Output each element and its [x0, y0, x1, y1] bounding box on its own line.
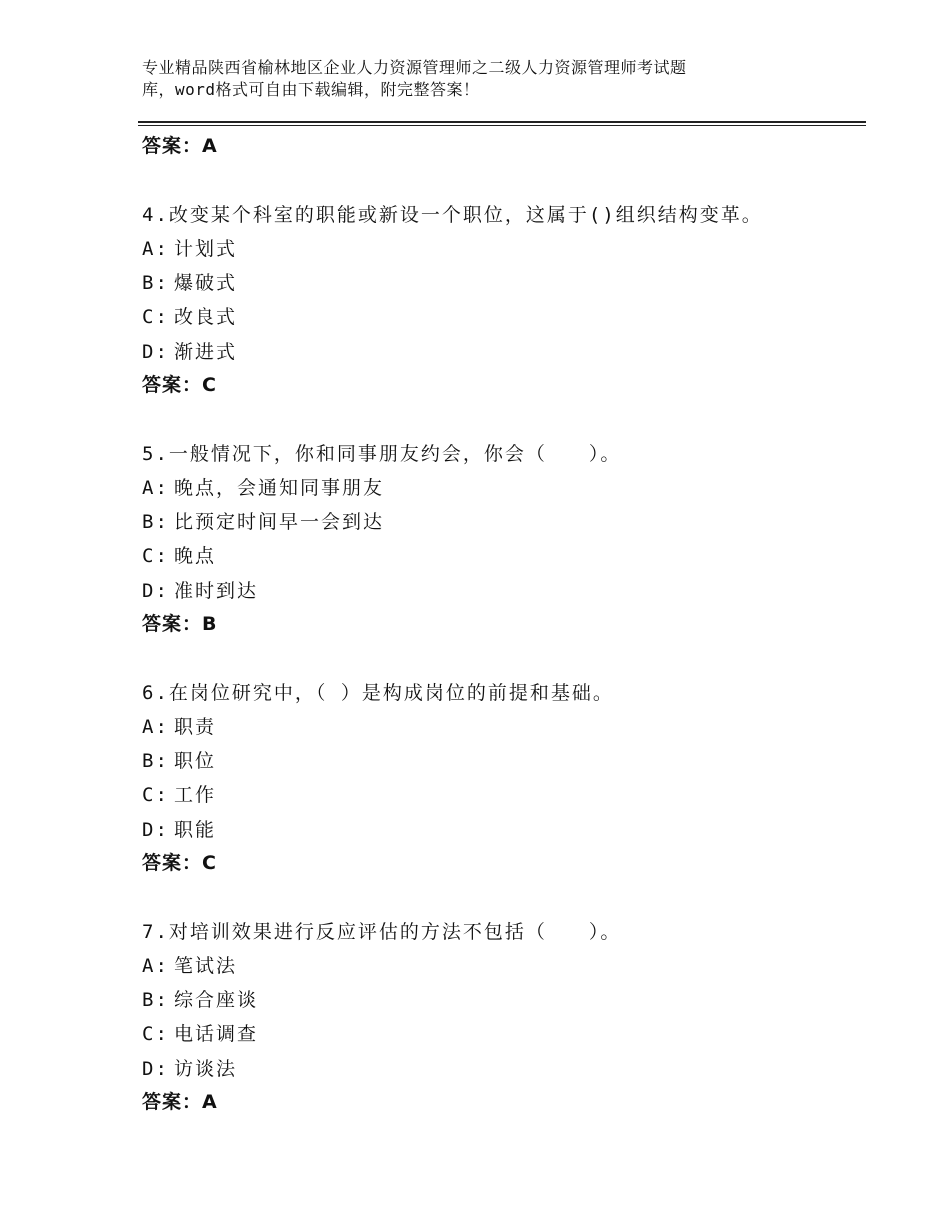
header-line-2: 库，word格式可自由下载编辑，附完整答案！ [142, 80, 480, 99]
option-text: 职责 [174, 716, 217, 738]
option-d [142, 815, 216, 842]
option-text: 晚点，会通知同事朋友 [174, 477, 385, 499]
option-text: 计划式 [174, 238, 238, 260]
option-text: 职能 [174, 819, 217, 841]
option-text: 工作 [174, 784, 217, 806]
option-c [142, 541, 216, 568]
question-text: 4.改变某个科室的职能或新设一个职位，这属于()组织结构变革。 [142, 204, 763, 226]
header-divider [138, 121, 866, 123]
option-a [142, 712, 216, 739]
document-header [142, 57, 782, 101]
option-label: C: [142, 306, 169, 328]
option-text: 电话调查 [174, 1023, 259, 1045]
option-b [142, 268, 237, 295]
option-c [142, 1019, 258, 1046]
option-label: A: [142, 955, 169, 977]
option-d [142, 576, 258, 603]
option-a [142, 234, 237, 261]
header-line-1: 专业精品陕西省榆林地区企业人力资源管理师之二级人力资源管理师考试题 [142, 58, 687, 77]
option-text: 比预定时间早一会到达 [174, 511, 385, 533]
option-label: A: [142, 477, 169, 499]
option-label: C: [142, 545, 169, 567]
option-c [142, 780, 216, 807]
question-text: 5.一般情况下，你和同事朋友约会，你会（ ）。 [142, 443, 622, 465]
option-label: A: [142, 716, 169, 738]
answer-line: 答案：B [142, 613, 218, 635]
header-divider-thin [138, 125, 866, 126]
option-text: 职位 [174, 750, 217, 772]
option-d [142, 1054, 237, 1081]
option-label: B: [142, 272, 169, 294]
option-label: C: [142, 1023, 169, 1045]
answer-line: 答案：A [142, 135, 218, 157]
question-text: 6.在岗位研究中，（ ）是构成岗位的前提和基础。 [142, 682, 614, 704]
option-text: 笔试法 [174, 955, 238, 977]
option-b [142, 507, 384, 534]
option-d [142, 337, 237, 364]
option-b [142, 985, 258, 1012]
option-text: 准时到达 [174, 580, 259, 602]
option-label: D: [142, 341, 169, 363]
option-text: 晚点 [174, 545, 217, 567]
option-text: 渐进式 [174, 341, 238, 363]
option-text: 综合座谈 [174, 989, 259, 1011]
option-c [142, 302, 237, 329]
option-a [142, 951, 237, 978]
answer-line: 答案：A [142, 1091, 218, 1113]
option-label: B: [142, 750, 169, 772]
option-label: D: [142, 819, 169, 841]
answer-line: 答案：C [142, 852, 217, 874]
answer-line: 答案：C [142, 374, 217, 396]
option-label: B: [142, 511, 169, 533]
option-label: C: [142, 784, 169, 806]
option-text: 访谈法 [174, 1058, 238, 1080]
option-a [142, 473, 384, 500]
option-b [142, 746, 216, 773]
option-text: 爆破式 [174, 272, 238, 294]
option-label: D: [142, 580, 169, 602]
option-label: D: [142, 1058, 169, 1080]
option-label: B: [142, 989, 169, 1011]
question-text: 7.对培训效果进行反应评估的方法不包括（ ）。 [142, 921, 622, 943]
option-text: 改良式 [174, 306, 238, 328]
option-label: A: [142, 238, 169, 260]
